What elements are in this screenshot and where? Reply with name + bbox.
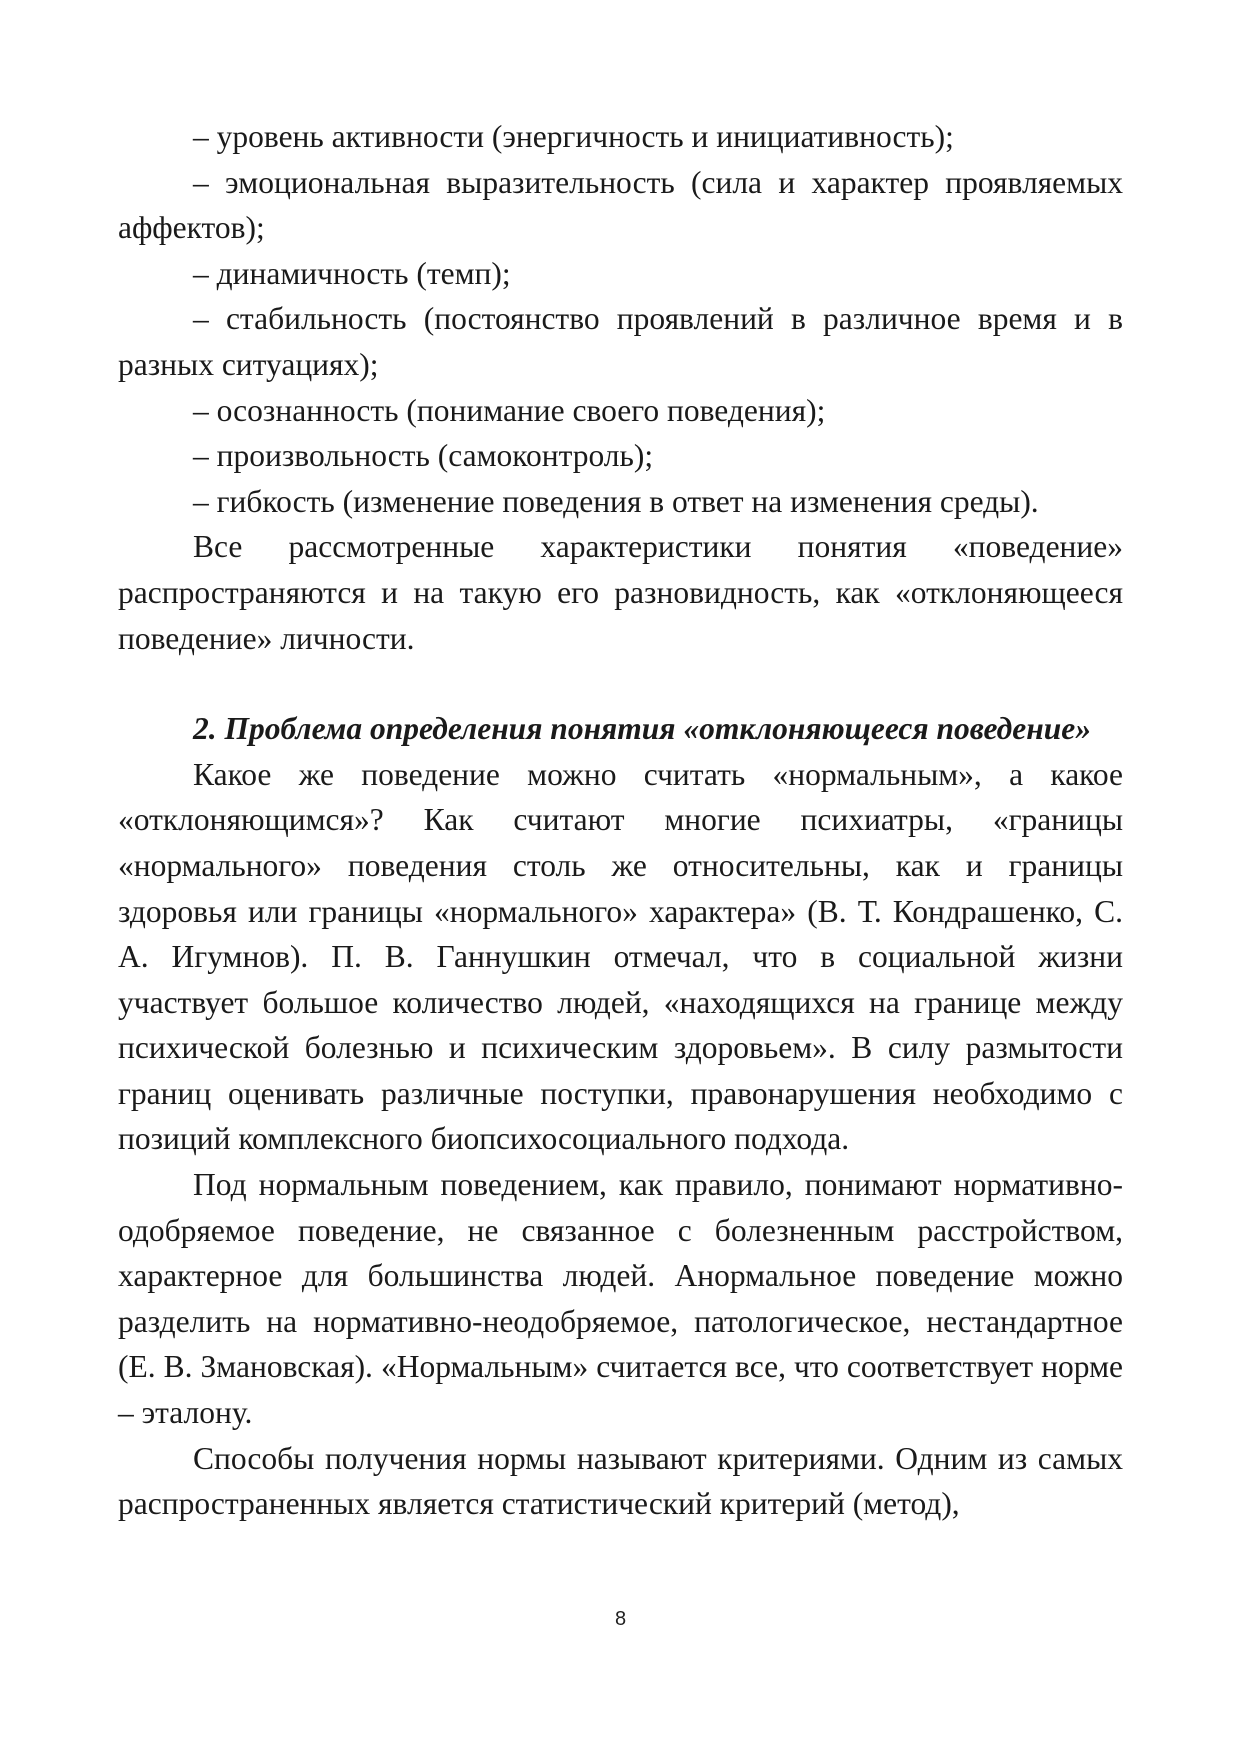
paragraph-normal-behavior-definition: Под нормальным поведением, как правило, понимают нормативно-одобряемое поведение, не связанное с болезненным расстройством, характерное для большинства людей. Анормальное поведение можно разделить на нормативно-неодобряемое, патологическое, нестандартное (Е. В. Змановская). «Нормальным» считается все, что соответствует норме – эталону. (118, 1167, 1123, 1431)
page-text (118, 114, 1123, 1527)
list-item-awareness: – осознанность (понимание своего поведения); (193, 392, 826, 428)
paragraph-criteria: Способы получения нормы называют критериями. Одним из самых распространенных является статистический критерий (метод), (118, 1440, 1123, 1522)
list-item-activity: – уровень активности (энергичность и инициативность); (193, 119, 954, 154)
list-item-emotional-expressiveness: – эмоциональная выразительность (сила и характер проявляемых аффектов); (118, 164, 1123, 246)
list-item-flexibility: – гибкость (изменение поведения в ответ на изменения среды). (193, 483, 1039, 519)
list-item-stability: – стабильность (постоянство проявлений в различное время и в разных ситуациях); (118, 301, 1123, 382)
list-item-voluntariness: – произвольность (самоконтроль); (193, 438, 654, 474)
page-number: 8 (614, 1608, 627, 1630)
intro-conclusion-paragraph: Все рассмотренные характеристики понятия «поведение» распространяются и на такую его разновидность, как «отклоняющееся поведение» личности. (118, 529, 1123, 656)
section-heading: 2. Проблема определения понятия «отклоняющееся поведение» (193, 711, 1091, 747)
list-item-dynamism: – динамичность (темп); (193, 255, 511, 291)
paragraph-normal-vs-deviant: Какое же поведение можно считать «нормальным», а какое «отклоняющимся»? Как считают многие психиатры, «границы «нормального» поведения столь же относительны, как и границы здоровья или границы «нормального» характера» (В. Т. Кондрашенко, С. А. Игумнов). П. В. Ганнушкин отмечал, что в социальной жизни участвует большое количество людей, «находящихся на границе между психической болезнью и психическим здоровьем». В силу размытости границ оценивать различные поступки, правонарушения необходимо с позиций комплексного биопсихосоциального подхода. (118, 756, 1123, 1157)
